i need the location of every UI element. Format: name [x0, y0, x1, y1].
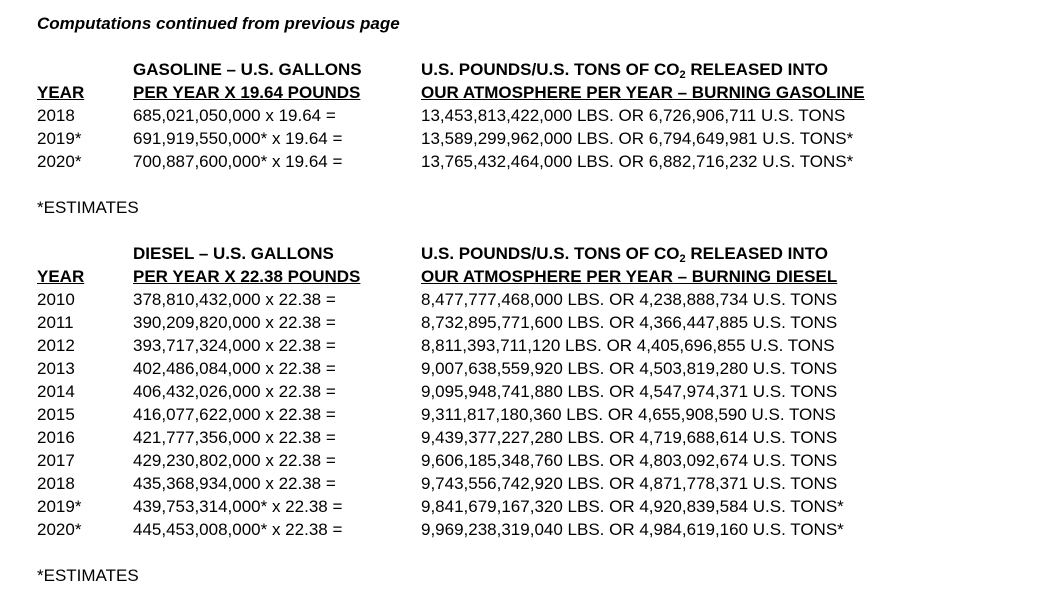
year-cell: 2012	[37, 336, 75, 355]
sections-container	[37, 58, 1037, 587]
calc-cell: 416,077,622,000 x 22.38 =	[133, 405, 336, 424]
gallons-header-line1: GASOLINE – U.S. GALLONS	[133, 60, 362, 79]
subscript-2: 2	[679, 253, 686, 265]
calc-cell: 700,887,600,000* x 19.64 =	[133, 152, 343, 171]
co2-header-line2: OUR ATMOSPHERE PER YEAR – BURNING GASOLINE	[421, 83, 865, 102]
calc-cell: 390,209,820,000 x 22.38 =	[133, 313, 336, 332]
year-header: YEAR	[37, 83, 85, 102]
calc-cell: 393,717,324,000 x 22.38 =	[133, 336, 336, 355]
year-cell: 2011	[37, 313, 74, 332]
subscript-2: 2	[679, 69, 686, 81]
year-cell: 2015	[37, 405, 75, 424]
year-cell: 2020*	[37, 520, 82, 539]
year-header: YEAR	[37, 267, 85, 286]
header-row-2	[37, 265, 1037, 288]
year-cell: 2018	[37, 106, 75, 125]
table-row	[37, 472, 1037, 495]
calc-cell: 439,753,314,000* x 22.38 =	[133, 497, 343, 516]
result-cell: 13,453,813,422,000 LBS. OR 6,726,906,711 U.S. TONS	[421, 106, 846, 125]
gasoline-section	[37, 58, 1037, 242]
co2-header-line1: U.S. POUNDS/U.S. TONS OF $CO_2$ RELEASED INTO	[421, 60, 828, 81]
header-row-2	[37, 81, 1037, 104]
year-cell: 2014	[37, 382, 75, 401]
result-cell: 9,439,377,227,280 LBS. OR 4,719,688,614 U.S. TONS	[421, 428, 838, 447]
year-cell: 2016	[37, 428, 75, 447]
result-cell: 9,841,679,167,320 LBS. OR 4,920,839,584 U.S. TONS*	[421, 497, 844, 516]
year-cell: 2019*	[37, 129, 82, 148]
estimates-note: *ESTIMATES	[37, 566, 139, 585]
table-row	[37, 127, 1037, 150]
result-cell: 9,311,817,180,360 LBS. OR 4,655,908,590 U.S. TONS	[421, 405, 836, 424]
calc-cell: 691,919,550,000* x 19.64 =	[133, 129, 343, 148]
calc-cell: 685,021,050,000 x 19.64 =	[133, 106, 336, 125]
table-row	[37, 426, 1037, 449]
year-cell: 2019*	[37, 497, 82, 516]
year-cell: 2018	[37, 474, 75, 493]
result-cell: 8,732,895,771,600 LBS. OR 4,366,447,885 U.S. TONS	[421, 313, 838, 332]
table-row	[37, 150, 1037, 173]
result-cell: 9,007,638,559,920 LBS. OR 4,503,819,280 U.S. TONS	[421, 359, 838, 378]
result-cell: 13,589,299,962,000 LBS. OR 6,794,649,981 U.S. TONS*	[421, 129, 854, 148]
table-row	[37, 495, 1037, 518]
co2-header-line2: OUR ATMOSPHERE PER YEAR – BURNING DIESEL	[421, 267, 838, 286]
table-row	[37, 403, 1037, 426]
result-cell: 8,477,777,468,000 LBS. OR 4,238,888,734 U.S. TONS	[421, 290, 838, 309]
result-cell: 13,765,432,464,000 LBS. OR 6,882,716,232 U.S. TONS*	[421, 152, 854, 171]
diesel-section	[37, 242, 1037, 587]
calc-cell: 435,368,934,000 x 22.38 =	[133, 474, 336, 493]
co2-header-line1: U.S. POUNDS/U.S. TONS OF $CO_2$ RELEASED INTO	[421, 244, 828, 265]
calc-cell: 406,432,026,000 x 22.38 =	[133, 382, 336, 401]
header-row-1	[37, 58, 1037, 81]
result-cell: 8,811,393,711,120 LBS. OR 4,405,696,855 U.S. TONS	[421, 336, 835, 355]
year-cell: 2010	[37, 290, 75, 309]
table-row	[37, 357, 1037, 380]
table-row	[37, 288, 1037, 311]
table-row	[37, 449, 1037, 472]
gallons-header-line2: PER YEAR X 19.64 POUNDS	[133, 83, 361, 102]
year-cell: 2017	[37, 451, 75, 470]
calc-cell: 378,810,432,000 x 22.38 =	[133, 290, 336, 309]
calc-cell: 421,777,356,000 x 22.38 =	[133, 428, 336, 447]
result-cell: 9,606,185,348,760 LBS. OR 4,803,092,674 U.S. TONS	[421, 451, 838, 470]
table-row	[37, 380, 1037, 403]
result-cell: 9,095,948,741,880 LBS. OR 4,547,974,371 U.S. TONS	[421, 382, 838, 401]
intro-heading: Computations continued from previous page	[37, 14, 400, 33]
table-row	[37, 334, 1037, 357]
result-cell: 9,743,556,742,920 LBS. OR 4,871,778,371 U.S. TONS	[421, 474, 838, 493]
estimates-note: *ESTIMATES	[37, 198, 139, 217]
calc-cell: 402,486,084,000 x 22.38 =	[133, 359, 336, 378]
slide	[37, 12, 1037, 587]
gallons-header-line1: DIESEL – U.S. GALLONS	[133, 244, 334, 263]
table-row	[37, 104, 1037, 127]
calc-cell: 445,453,008,000* x 22.38 =	[133, 520, 343, 539]
table-row	[37, 311, 1037, 334]
year-cell: 2013	[37, 359, 75, 378]
table-row	[37, 518, 1037, 541]
result-cell: 9,969,238,319,040 LBS. OR 4,984,619,160 U.S. TONS*	[421, 520, 844, 539]
gallons-header-line2: PER YEAR X 22.38 POUNDS	[133, 267, 361, 286]
year-cell: 2020*	[37, 152, 82, 171]
header-row-1	[37, 242, 1037, 265]
calc-cell: 429,230,802,000 x 22.38 =	[133, 451, 336, 470]
